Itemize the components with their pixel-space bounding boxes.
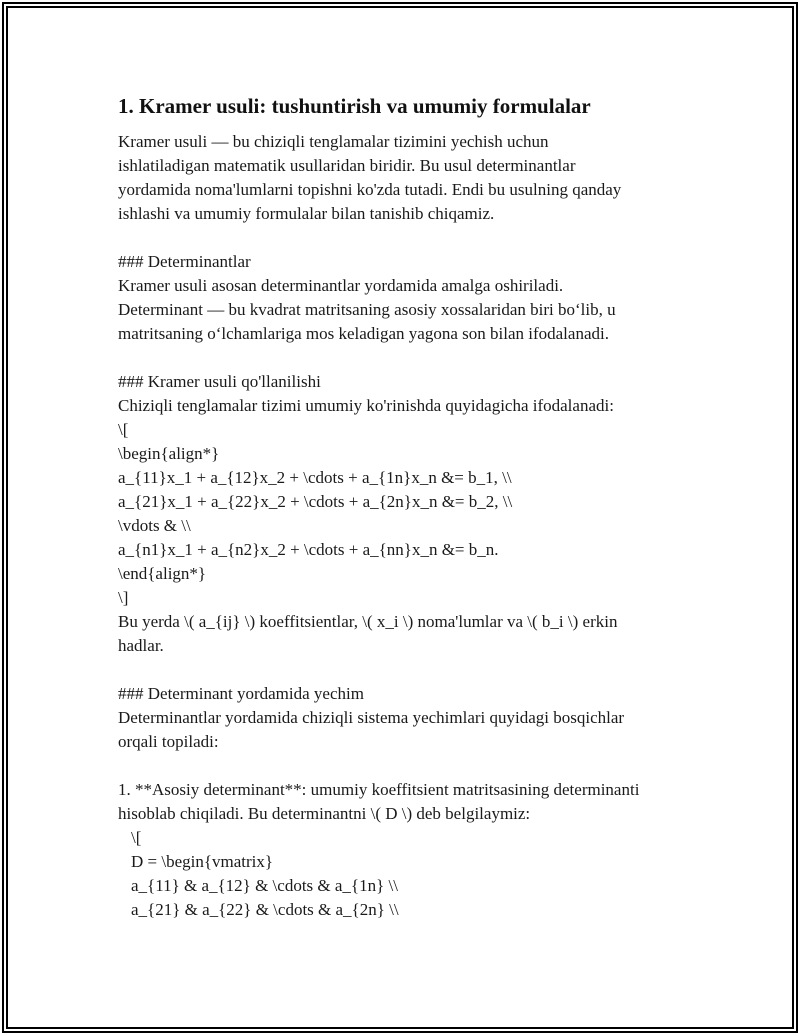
blank-line (118, 226, 718, 250)
paragraph-line: Bu yerda \( a_{ij} \) koeffitsientlar, \( x_i \) noma'lumlar va \( b_i \) erkin (118, 612, 618, 631)
formula-line: a_{21} & a_{22} & \cdots & a_{2n} \\ (131, 900, 399, 919)
paragraph-line: Kramer usuli — bu chiziqli tenglamalar tizimini yechish uchun (118, 132, 549, 151)
paragraph-line: Determinantlar yordamida chiziqli sistema yechimlari quyidagi bosqichlar (118, 708, 625, 727)
list-item-line: hisoblab chiqiladi. Bu determinantni \( D \) deb belgilaymiz: (118, 804, 531, 823)
document-body (118, 92, 718, 922)
formula-line: \[ (131, 828, 142, 847)
paragraph-line: ishlashi va umumiy formulalar bilan tanishib chiqamiz. (118, 204, 495, 223)
section-heading: ### Determinant yordamida yechim (118, 684, 364, 703)
formula-line: \vdots & \\ (118, 516, 191, 535)
paragraph-line: matritsaning o‘lchamlariga mos keladigan yagona son bilan ifodalanadi. (118, 324, 609, 343)
section-heading: ### Kramer usuli qo'llanilishi (118, 372, 321, 391)
section-heading: ### Determinantlar (118, 252, 251, 271)
paragraph-line: yordamida noma'lumlarni topishni ko'zda tutadi. Endi bu usulning qanday (118, 180, 622, 199)
formula-line: \begin{align*} (118, 444, 220, 463)
paragraph-line: ishlatiladigan matematik usullaridan biridir. Bu usul determinantlar (118, 156, 576, 175)
paragraph-line: Kramer usuli asosan determinantlar yordamida amalga oshiriladi. (118, 276, 564, 295)
blank-line (118, 658, 718, 682)
formula-line: a_{21}x_1 + a_{22}x_2 + \cdots + a_{2n}x_n &= b_2, \\ (118, 492, 513, 511)
document-title: 1. Kramer usuli: tushuntirish va umumiy formulalar (118, 94, 591, 118)
formula-line: \[ (118, 420, 129, 439)
paragraph-line: Determinant — bu kvadrat matritsaning asosiy xossalaridan biri bo‘lib, u (118, 300, 616, 319)
formula-line: D = \begin{vmatrix} (131, 852, 274, 871)
blank-line (118, 754, 718, 778)
formula-line: a_{n1}x_1 + a_{n2}x_2 + \cdots + a_{nn}x_n &= b_n. (118, 540, 499, 559)
paragraph-line: orqali topiladi: (118, 732, 219, 751)
paragraph-line: hadlar. (118, 636, 164, 655)
formula-line: \] (118, 588, 129, 607)
formula-line: a_{11} & a_{12} & \cdots & a_{1n} \\ (131, 876, 398, 895)
blank-line (118, 346, 718, 370)
list-item-line: 1. **Asosiy determinant**: umumiy koeffitsient matritsasining determinanti (118, 780, 640, 799)
paragraph-line: Chiziqli tenglamalar tizimi umumiy ko'rinishda quyidagicha ifodalanadi: (118, 396, 614, 415)
formula-line: a_{11}x_1 + a_{12}x_2 + \cdots + a_{1n}x_n &= b_1, \\ (118, 468, 512, 487)
formula-line: \end{align*} (118, 564, 207, 583)
